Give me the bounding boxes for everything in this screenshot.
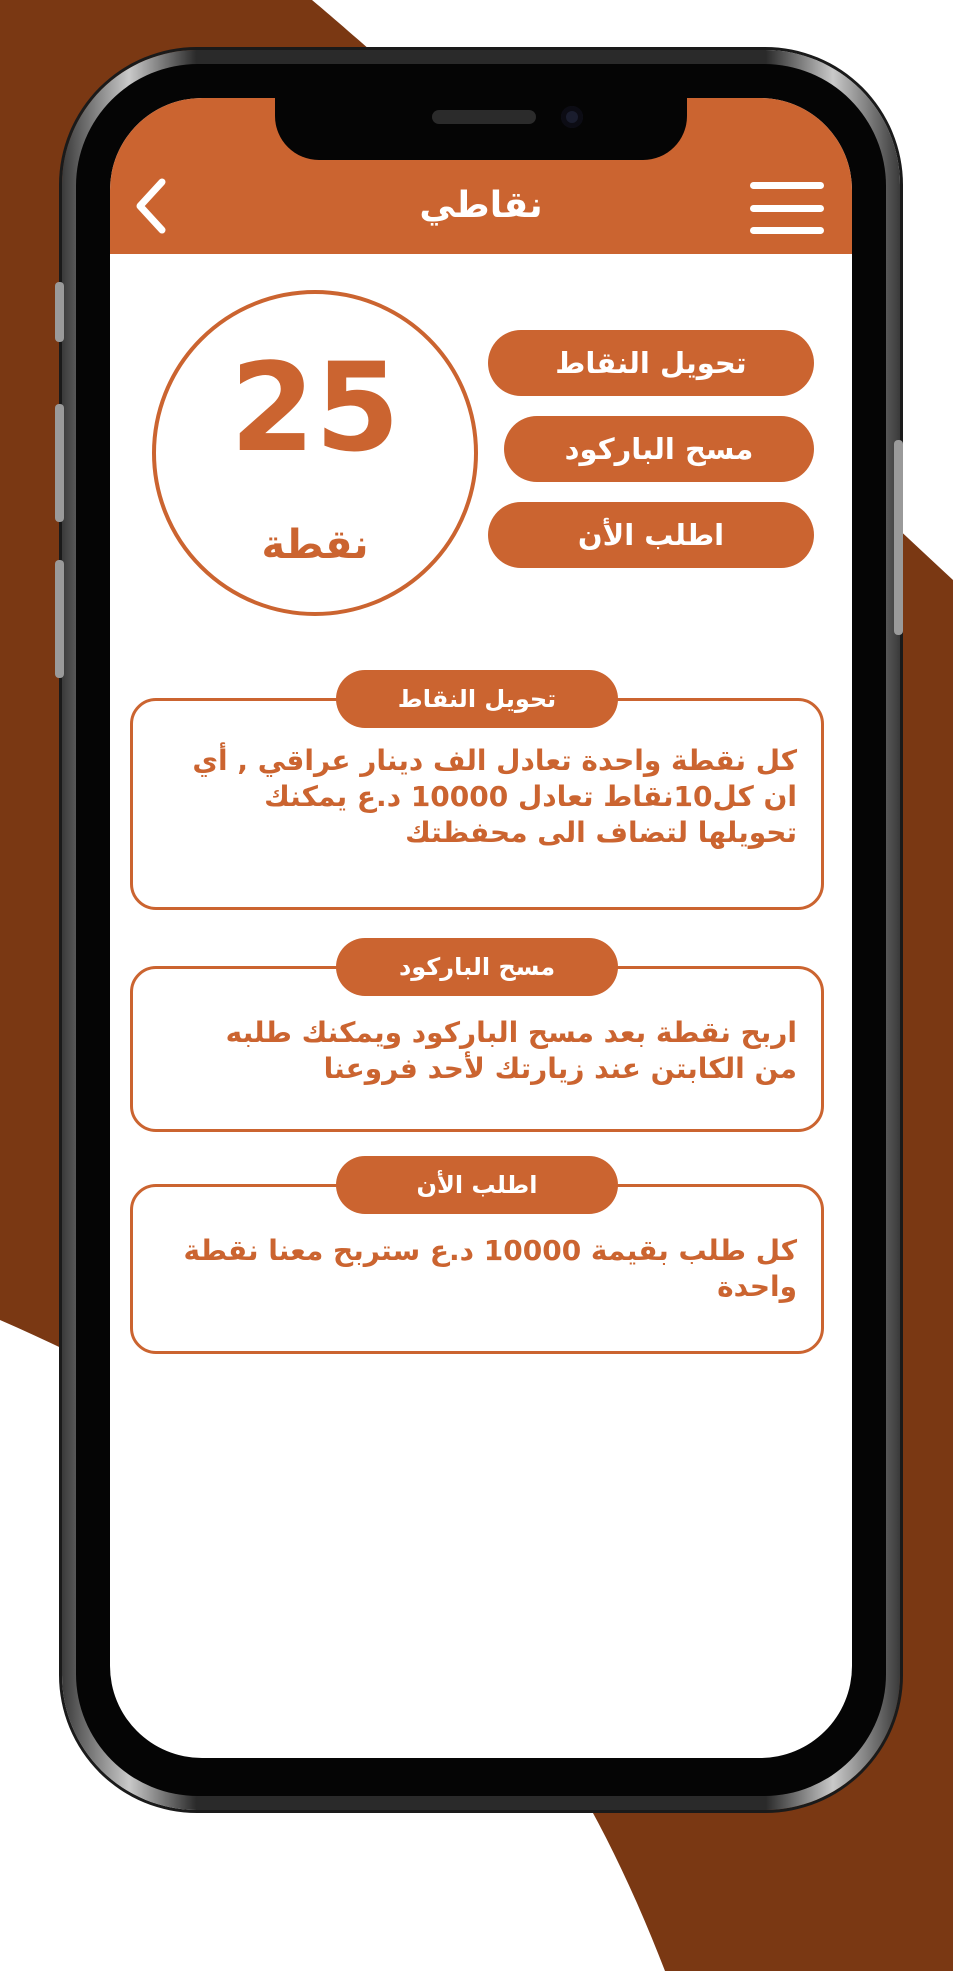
convert-points-button[interactable]: تحويل النقاط [488,330,814,396]
order-now-section-title: اطلب الأن [336,1156,618,1214]
info-line: تحويلها لتضاف الى محفظتك [405,816,797,849]
menu-bar-middle [750,205,824,212]
hamburger-menu-button[interactable] [750,182,824,234]
convert-points-section-title: تحويل النقاط [336,670,618,728]
info-line: كل طلب بقيمة 10000 د.ع ستربح معنا نقطة [183,1234,797,1267]
scan-barcode-button[interactable]: مسح الباركود [504,416,814,482]
power-button [894,440,903,635]
info-line: اربح نقطة بعد مسح الباركود ويمكنك طلبه [225,1016,797,1049]
convert-points-info-text [157,743,797,851]
info-line: من الكابتن عند زيارتك لأحد فروعنا [323,1052,797,1085]
speaker-grille [432,110,536,124]
app-screen [110,98,852,1758]
scan-barcode-section-title: مسح الباركود [336,938,618,996]
order-now-button[interactable]: اطلب الأن [488,502,814,568]
convert-points-info-card [130,698,824,910]
menu-bar-bottom [750,227,824,234]
info-line: ان كل10نقاط تعادل 10000 د.ع يمكنك [264,780,797,813]
points-value: 25 [230,337,400,479]
back-button[interactable] [126,174,178,238]
chevron-left-icon [132,176,172,236]
phone-notch [275,98,687,160]
scan-barcode-info-text [157,1015,797,1087]
menu-bar-top [750,182,824,189]
points-unit-label: نقطة [261,522,369,568]
volume-down-button [55,560,64,678]
info-line: واحدة [717,1270,797,1303]
volume-up-button [55,404,64,522]
points-circle [152,290,478,616]
front-camera [561,106,583,128]
info-line: كل نقطة واحدة تعادل الف دينار عراقي , أي [192,744,797,777]
mute-switch [55,282,64,342]
page-title: نقاطي [419,185,543,226]
order-now-info-text [157,1233,797,1305]
